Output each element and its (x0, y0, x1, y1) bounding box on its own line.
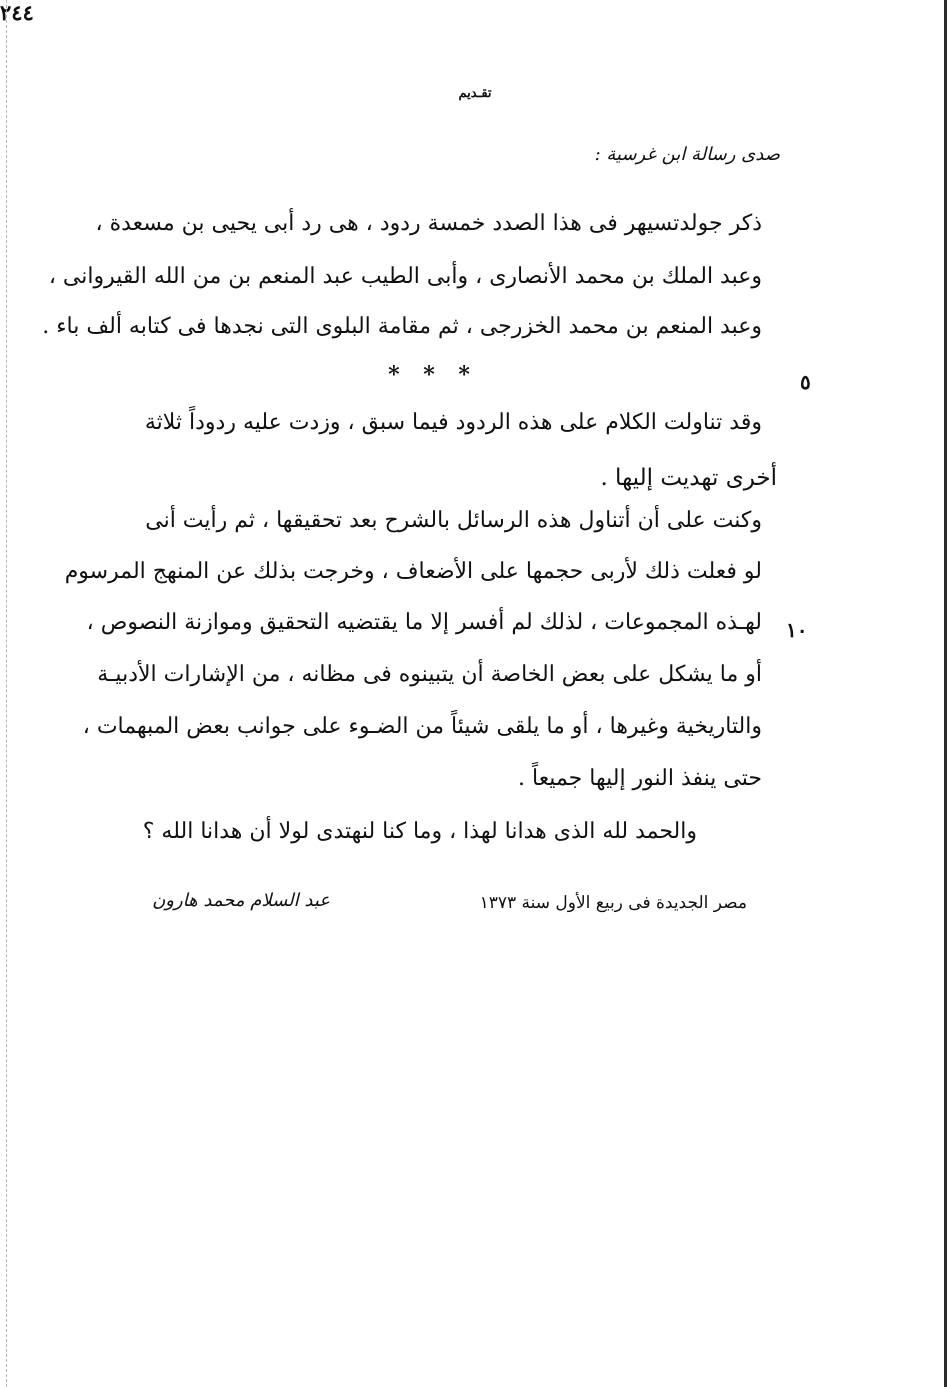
paragraph-3-line-3: لهـذه المجموعات ، لذلك لم أفسر إلا ما يقتضيه التحقيق وموازنة النصوص ، (86, 610, 762, 635)
paragraph-3-line-4: أو ما يشكل على بعض الخاصة أن يتبينوه فى مظانه ، من الإشارات الأدبيـة (97, 662, 762, 687)
margin-line-number-5: ٥ (800, 370, 811, 394)
page-number: ٢٤٤ (0, 0, 34, 25)
paragraph-3-line-5: والتاريخية وغيرها ، أو ما يلقى شيئاً من الضـوء على جوانب بعض المبهمات ، (82, 714, 762, 739)
paragraph-2-line-2: أخرى تهديت إليها . (600, 465, 777, 491)
paragraph-3-line-6: حتى ينفذ النور إليها جميعاً . (518, 766, 762, 791)
running-header-title: تقـديم (458, 86, 492, 101)
paragraph-3-line-1: وكنت على أن أتناول هذه الرسائل بالشرح بعد تحقيقها ، ثم رأيت أنى (145, 508, 762, 533)
closing-line: والحمد لله الذى هدانا لهذا ، وما كنا لنهتدى لولا أن هدانا الله ؟ (142, 819, 697, 844)
paragraph-1-line-2: وعبد الملك بن محمد الأنصارى ، وأبى الطيب عبد المنعم بن من الله القيروانى ، (48, 264, 762, 289)
margin-line-number-10: ١٠ (786, 618, 808, 642)
paragraph-1-line-3: وعبد المنعم بن محمد الخزرجى ، ثم مقامة البلوى التى نجدها فى كتابه ألف باء . (42, 314, 762, 339)
section-separator: * * * (388, 362, 478, 388)
signoff-name: عبد السلام محمد هارون (152, 890, 330, 911)
paragraph-3-line-2: لو فعلت ذلك لأربى حجمها على الأضعاف ، وخرجت بذلك عن المنهج المرسوم (64, 559, 762, 584)
paragraph-2-line-1: وقد تناولت الكلام على هذه الردود فيما سبق ، وزدت عليه ردوداً ثلاثة (144, 410, 762, 435)
paragraph-1-line-1: ذكر جولدتسيهر فى هذا الصدد خمسة ردود ، هى رد أبى يحيى بن مسعدة ، (95, 211, 762, 236)
handwritten-heading: صدى رسالة ابن غرسية : (594, 144, 780, 165)
scan-edge-line (6, 0, 7, 1387)
signoff-date: مصر الجديدة فى ربيع الأول سنة ١٣٧٣ (479, 893, 747, 913)
